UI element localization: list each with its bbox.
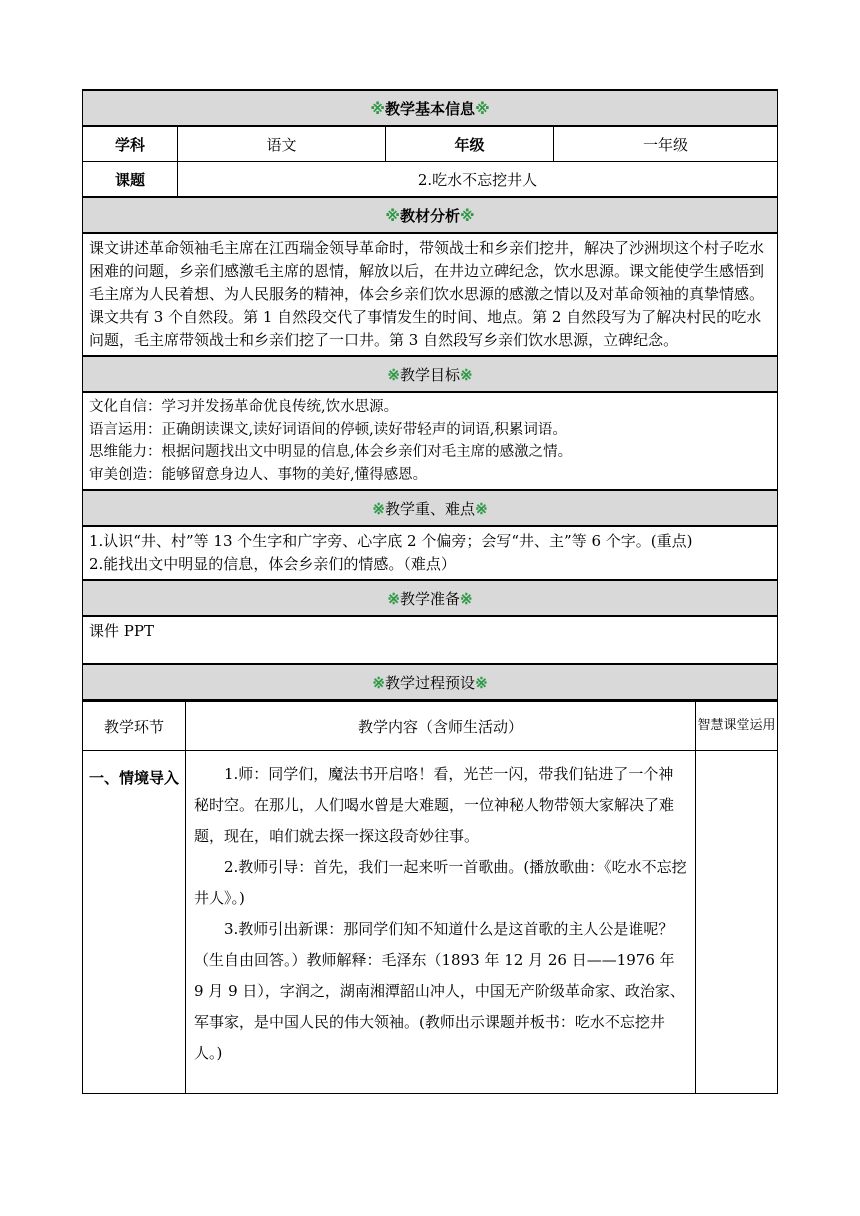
process-col-smart: 智慧课堂运用 (696, 702, 778, 751)
section-header-preparation: ※教学准备※ (83, 580, 778, 616)
subject-label: 学科 (83, 126, 178, 162)
material-paragraph: 课文讲述革命领袖毛主席在江西瑞金领导革命时，带领战士和乡亲们挖井，解决了沙洲坝这个村子吃水困难的问题，乡亲们感激毛主席的恩情，解放以后，在井边立碑纪念，饮水思源。课文能使学生感悟到毛主席为人民着想、为人民服务的精神，体会乡亲们饮水思源的感激之情以及对革命领袖的真挚情感。 (89, 239, 765, 303)
topic-value: 2.吃水不忘挖井人 (178, 162, 778, 198)
stage-1-content (186, 751, 696, 1094)
process-paragraph: 1.师：同学们，魔法书开启咯！看，光芒一闪，带我们钻进了一个神秘时空。在那儿，人们喝水曾是大难题，一位神秘人物带领大家解决了难题，现在，咱们就去探一探这段奇妙往事。 (194, 765, 675, 845)
stage-1-smart-cell (696, 751, 778, 1094)
lesson-plan-document (82, 89, 777, 1094)
objective-item: 审美创造：能够留意身边人、事物的美好,懂得感恩。 (89, 466, 428, 483)
objective-item: 语言运用：正确朗读课文,读好词语间的停顿,读好带轻声的词语,积累词语。 (89, 421, 567, 438)
grade-label: 年级 (386, 126, 554, 162)
objective-item: 文化自信：学习并发扬革命优良传统,饮水思源。 (89, 399, 399, 415)
objectives-content (83, 392, 778, 490)
process-col-stage: 教学环节 (83, 702, 186, 751)
key-point-item: 1.认识“井、村”等 13 个生字和广字旁、心字底 2 个偏旁；会写“井、主”等 6 个字。(重点) (89, 532, 693, 550)
preparation-text: 课件 PPT (89, 622, 154, 640)
objective-item: 思维能力：根据问题找出文中明显的信息,体会乡亲们对毛主席的感激之情。 (89, 444, 573, 460)
section-header-basic-info: ※教学基本信息※ (83, 90, 778, 126)
section-header-material-analysis: ※教材分析※ (83, 197, 778, 233)
process-col-content: 教学内容（含师生活动） (186, 702, 696, 751)
section-header-objectives: ※教学目标※ (83, 356, 778, 392)
topic-label: 课题 (83, 162, 178, 198)
section-header-key-points: ※教学重、难点※ (83, 490, 778, 526)
grade-value: 一年级 (554, 126, 778, 162)
process-paragraph: 2.教师引导：首先，我们一起来听一首歌曲。(播放歌曲：《吃水不忘挖井人》。) (194, 858, 687, 907)
key-point-item: 2.能找出文中明显的信息，体会乡亲们的情感。（难点） (89, 555, 456, 573)
key-points-content (83, 526, 778, 580)
basic-info-table (82, 89, 778, 701)
preparation-content (83, 616, 778, 664)
subject-value: 语文 (178, 126, 386, 162)
material-analysis-content (83, 233, 778, 356)
section-header-process: ※教学过程预设※ (83, 664, 778, 700)
material-paragraph: 课文共有 3 个自然段。第 1 自然段交代了事情发生的时间、地点。第 2 自然段写为了解决村民的吃水问题，毛主席带领战士和乡亲们挖了一口井。第 3 自然段写乡亲们饮水思源，立碑纪念。 (89, 308, 762, 349)
process-table (82, 701, 778, 1094)
stage-1-label: 一、情境导入 (83, 751, 186, 1094)
process-paragraph: 3.教师引出新课：那同学们知不知道什么是这首歌的主人公是谁呢？（生自由回答。）教师解释：毛泽东（1893 年 12 月 26 日——1976 年 9 月 9 日），字润之，湖南湘潭韶山冲人，中国无产阶级革命家、政治家、军事家，是中国人民的伟大领袖。(教师出示课题并板书：吃水不忘挖井人。) (194, 920, 685, 1062)
